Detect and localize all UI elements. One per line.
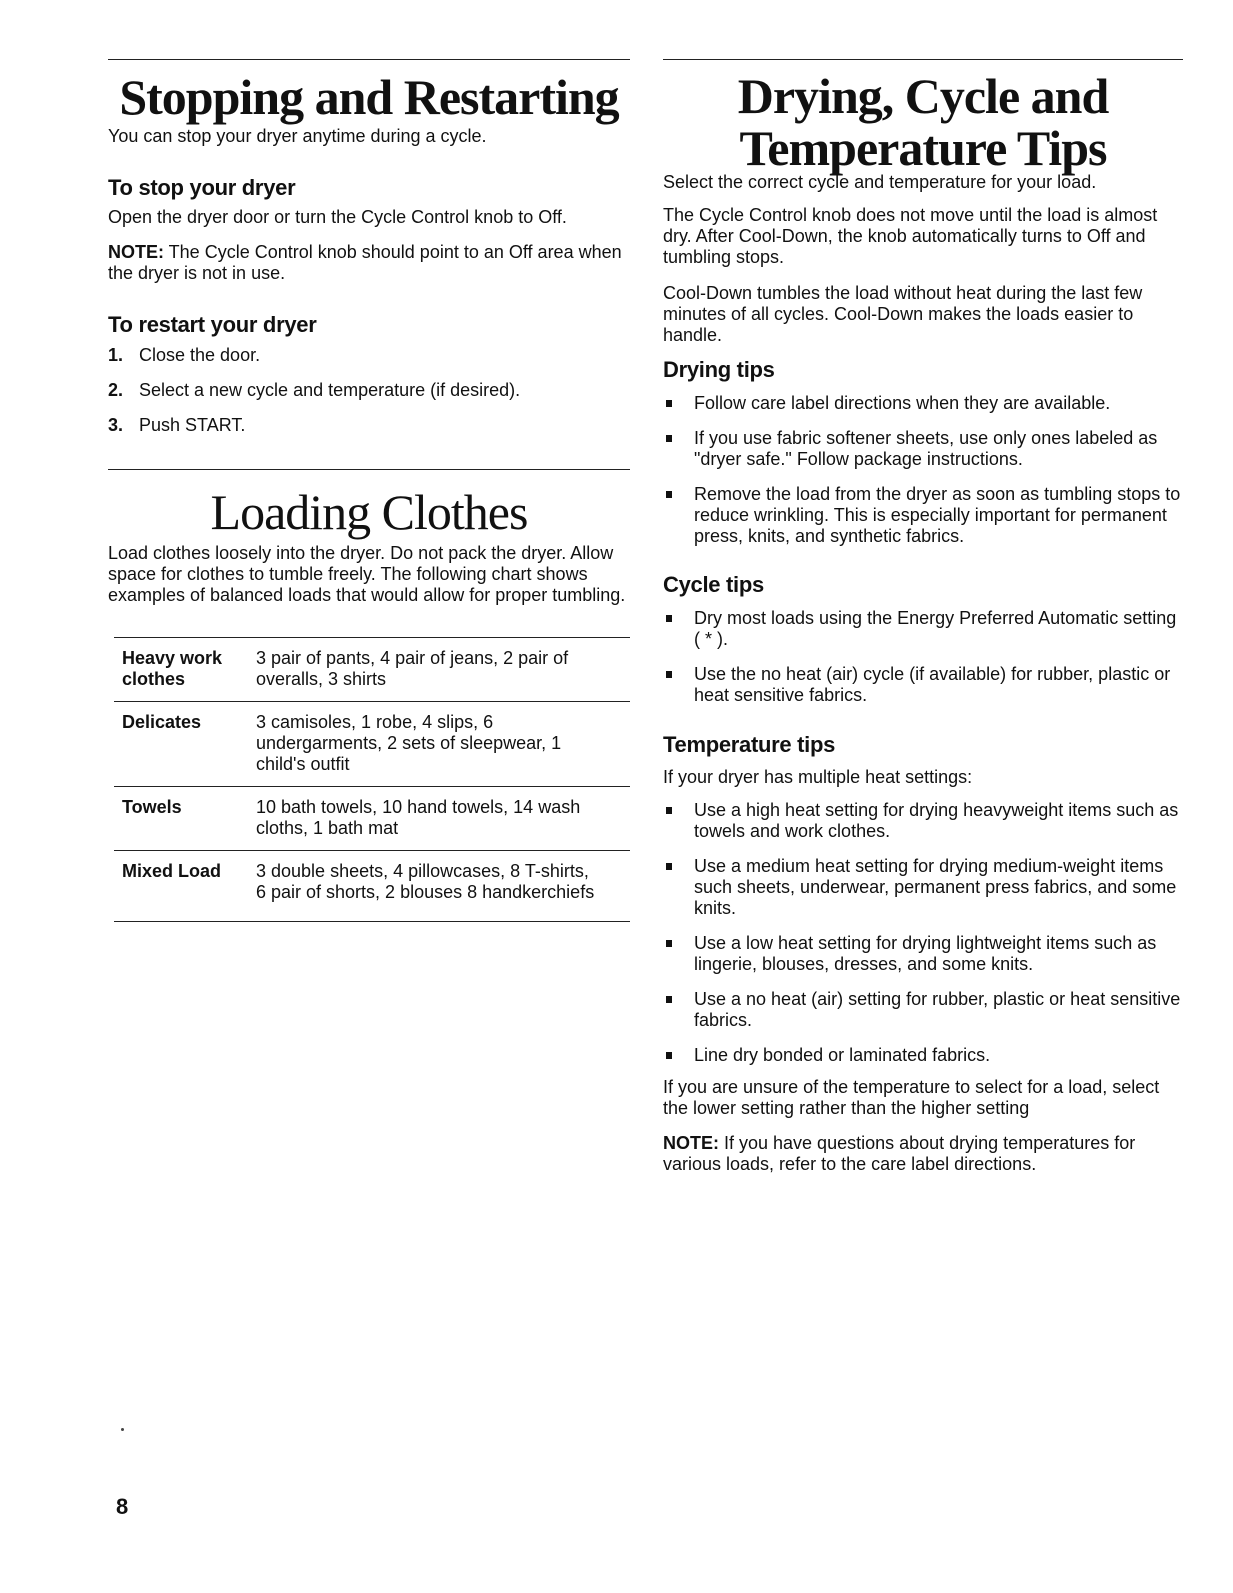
loading-intro: Load clothes loosely into the dryer. Do not pack the dryer. Allow space for clothes to tumble freely. The following chart shows examples of balanced loads that would allow for proper tumbling. (108, 543, 626, 605)
tip-text: Follow care label directions when they are available. (694, 393, 1111, 413)
row-value: 3 camisoles, 1 robe, 4 slips, 6 undergarments, 2 sets of sleepwear, 1 child's outfit (256, 712, 562, 774)
tip-text: Line dry bonded or laminated fabrics. (694, 1045, 991, 1065)
tip-text: Remove the load from the dryer as soon as tumbling stops to reduce wrinkling. This is especially important for permanent press, knits, and synthetic fabrics. (694, 484, 1181, 546)
unsure-text: If you are unsure of the temperature to select for a load, select the lower setting rather than the higher setting (663, 1077, 1160, 1118)
step-text: Close the door. (139, 345, 261, 365)
bullet-icon (663, 800, 694, 842)
list-item (663, 484, 1183, 547)
tips-title: Drying, Cycle and Temperature Tips (737, 68, 1109, 176)
step-text: Select a new cycle and temperature (if desired). (139, 380, 521, 400)
bullet-icon (663, 664, 694, 706)
cycle-tips-heading: Cycle tips (663, 572, 764, 597)
tips-intro-3: Cool-Down tumbles the load without heat during the last few minutes of all cycles. Cool-Down makes the loads easier to handle. (663, 283, 1143, 345)
restart-heading: To restart your dryer (108, 312, 317, 337)
table-row (114, 850, 630, 922)
row-label: Heavy work clothes (122, 648, 223, 689)
list-item (108, 415, 630, 436)
restart-steps (108, 345, 630, 436)
tip-text: Use a no heat (air) setting for rubber, plastic or heat sensitive fabrics. (694, 989, 1181, 1030)
table-row (114, 637, 630, 701)
loading-title: Loading Clothes (210, 484, 528, 540)
tip-text: Use the no heat (air) cycle (if available) for rubber, plastic or heat sensitive fabrics. (694, 664, 1171, 705)
tips-note (663, 1133, 1173, 1175)
list-item (663, 428, 1183, 470)
row-label: Mixed Load (122, 861, 222, 881)
table-row (114, 786, 630, 850)
list-item (663, 933, 1183, 975)
list-item (663, 1045, 1183, 1066)
list-item (663, 393, 1183, 414)
list-item (663, 856, 1183, 919)
list-item (663, 608, 1183, 650)
bullet-icon (663, 484, 694, 547)
bullet-icon (663, 933, 694, 975)
bullet-icon (663, 608, 694, 650)
list-item (663, 800, 1183, 842)
tip-text: Use a high heat setting for drying heavyweight items such as towels and work clothes. (694, 800, 1179, 841)
scan-speck (121, 1428, 124, 1431)
step-text: Push START. (139, 415, 246, 435)
row-label: Delicates (122, 712, 202, 732)
top-rule (663, 59, 1183, 60)
row-value: 3 double sheets, 4 pillowcases, 8 T-shirts, 6 pair of shorts, 2 blouses 8 handkerchiefs (256, 861, 595, 902)
drying-tips-heading: Drying tips (663, 357, 775, 382)
tip-text: Use a low heat setting for drying lightweight items such as lingerie, blouses, dresses, and some knits. (694, 933, 1157, 974)
note-text: The Cycle Control knob should point to an Off area when the dryer is not in use. (108, 242, 622, 283)
bullet-icon (663, 989, 694, 1031)
list-item (663, 989, 1183, 1031)
stopping-intro: You can stop your dryer anytime during a cycle. (108, 126, 487, 146)
table-row (114, 701, 630, 786)
bullet-icon (663, 1045, 694, 1066)
temperature-intro: If your dryer has multiple heat settings: (663, 767, 973, 787)
note-label: NOTE: (108, 242, 164, 262)
stop-heading: To stop your dryer (108, 175, 296, 200)
cycle-tips-list (663, 608, 1183, 706)
step-number: 1. (108, 345, 124, 365)
row-label: Towels (122, 797, 182, 817)
tips-intro-1: Select the correct cycle and temperature for your load. (663, 172, 1097, 192)
row-value: 3 pair of pants, 4 pair of jeans, 2 pair of overalls, 3 shirts (256, 648, 569, 689)
row-value: 10 bath towels, 10 hand towels, 14 wash cloths, 1 bath mat (256, 797, 581, 838)
page-number: 8 (116, 1494, 129, 1519)
section-rule (108, 469, 630, 470)
tip-text: If you use fabric softener sheets, use only ones labeled as "dryer safe." Follow package instructions. (694, 428, 1158, 469)
temperature-tips-heading: Temperature tips (663, 732, 836, 757)
stopping-title: Stopping and Restarting (119, 69, 619, 125)
bullet-icon (663, 393, 694, 414)
top-rule (108, 59, 630, 60)
bullet-icon (663, 428, 694, 470)
note-text: If you have questions about drying temperatures for various loads, refer to the care label directions. (663, 1133, 1136, 1174)
stop-text: Open the dryer door or turn the Cycle Control knob to Off. (108, 207, 567, 227)
temperature-tips-list (663, 800, 1183, 1066)
list-item (108, 345, 630, 366)
tip-text: Use a medium heat setting for drying medium-weight items such sheets, underwear, permanent press fabrics, and some knits. (694, 856, 1177, 918)
list-item (663, 664, 1183, 706)
list-item (108, 380, 630, 401)
bullet-icon (663, 856, 694, 919)
load-table (114, 637, 630, 922)
note-label: NOTE: (663, 1133, 719, 1153)
tip-text: Dry most loads using the Energy Preferred Automatic setting ( * ). (694, 608, 1177, 649)
step-number: 2. (108, 380, 124, 400)
tips-intro-2: The Cycle Control knob does not move until the load is almost dry. After Cool-Down, the knob automatically turns to Off and tumbling stops. (663, 205, 1158, 267)
stop-note (108, 242, 628, 284)
step-number: 3. (108, 415, 124, 435)
drying-tips-list (663, 393, 1183, 547)
